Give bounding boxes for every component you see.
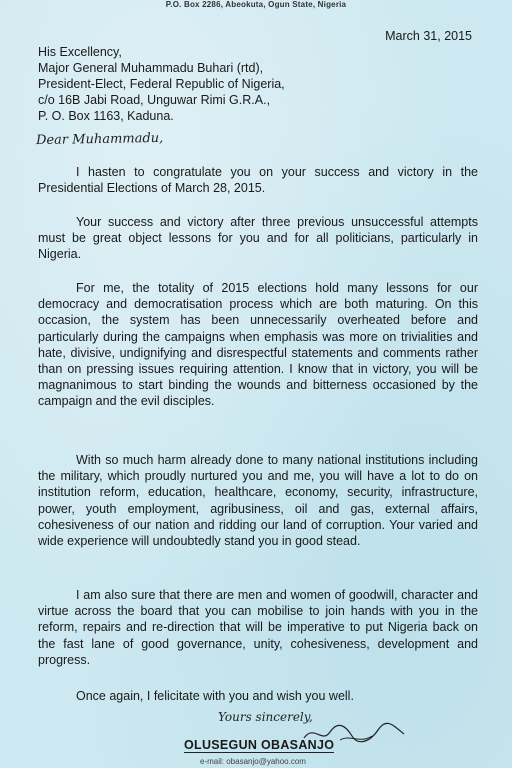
recipient-address-block [38,44,285,124]
recipient-line: Major General Muhammadu Buhari (rtd), [38,61,264,75]
recipient-line: President-Elect, Federal Republic of Nigeria, [38,77,285,91]
signatory-name: OLUSEGUN OBASANJO [184,738,335,752]
handwritten-closing: Yours sincerely, [218,710,313,724]
recipient-line: P. O. Box 1163, Kaduna. [38,109,174,123]
recipient-line: His Excellency, [38,45,122,59]
body-paragraph: I am also sure that there are men and women of goodwill, character and virtue across the board that you can mobilise to join hands with you in the reform, repairs and re-direction that will be imperative to put Nigeria back on the fast lane of good governance, unity, cohesiveness, development and progress. [38,588,478,667]
handwritten-salutation: Dear Muhammadu, [35,130,164,149]
body-paragraph: I hasten to congratulate you on your success and victory in the Presidential Elections of March 28, 2015. [38,165,478,196]
letterhead-address: P.O. Box 2286, Abeokuta, Ogun State, Nigeria [165,0,347,9]
recipient-line: c/o 16B Jabi Road, Unguwar Rimi G.R.A., [38,93,271,107]
letter-date: March 31, 2015 [385,29,472,43]
body-paragraph: Your success and victory after three previous unsuccessful attempts must be great object lessons for you and for all politicians, particularly in Nigeria. [38,215,478,262]
body-paragraph: Once again, I felicitate with you and wish you well. [76,689,354,703]
body-paragraph: With so much harm already done to many national institutions including the military, which proudly nurtured you and me, you will have a lot to do on institution reform, education, healthcare, economy, security, infrastructure, power, youth employment, agribusiness, oil and gas, external affairs, cohesiveness of our nation and ridding our land of corruption. Your varied and wide experience will undoubtedly stand you in good stead. [38,453,478,549]
body-paragraph: For me, the totality of 2015 elections hold many lessons for our democracy and democratisation process which are both maturing. On this occasion, the system has been unnecessarily overheated before and particularly during the campaigns when emphasis was more on trivialities and hate, divisive, undignifying and disrespectful statements and comments rather than on pressing issues requiring attention. I know that in victory, you will be magnanimous to start binding the wounds and bitterness occasioned by the campaign and the evil disciples. [38,281,478,409]
signatory-email: e-mail: obasanjo@yahoo.com [200,757,306,766]
